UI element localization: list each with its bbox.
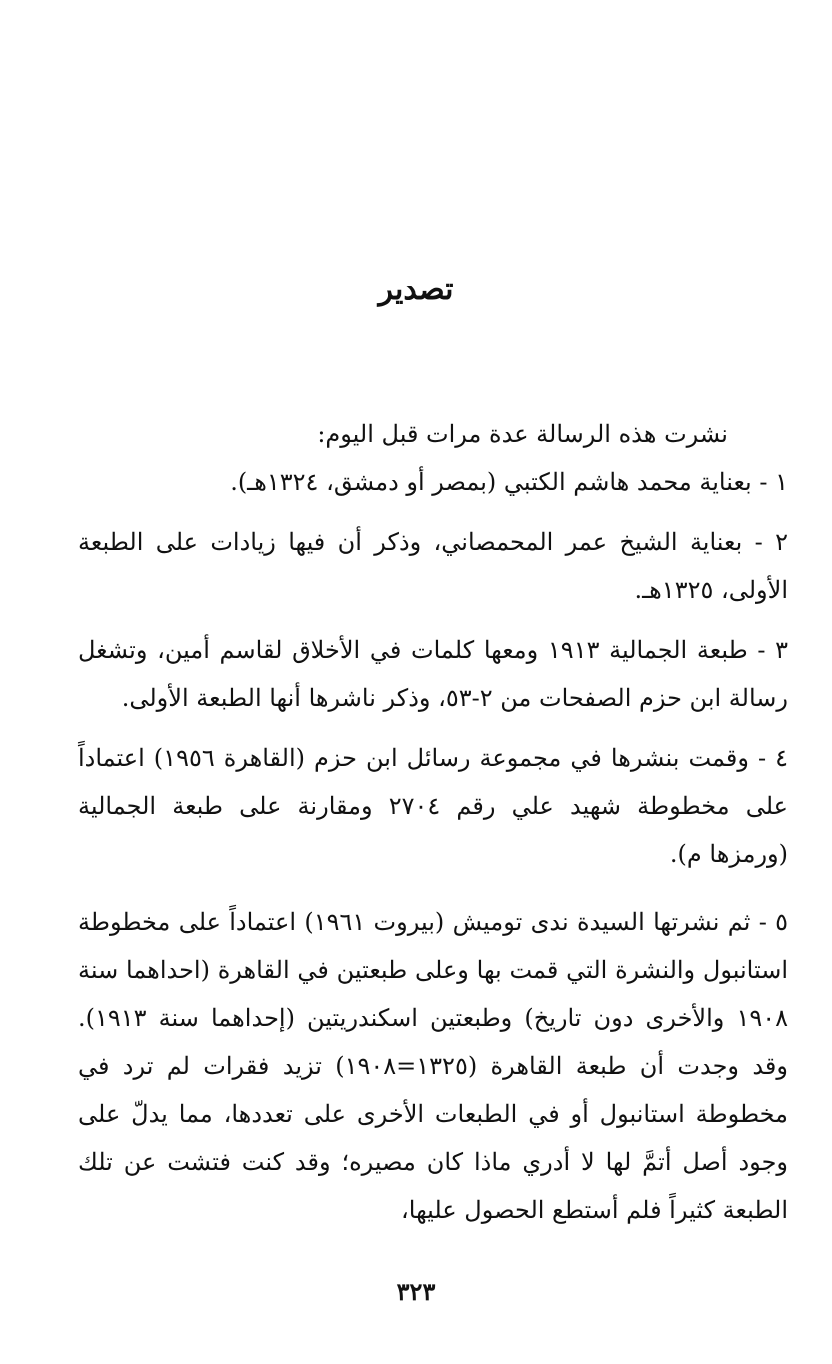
body-text	[78, 410, 788, 1234]
page-title: تصدير	[378, 272, 454, 307]
page-number: ٣٢٣	[396, 1277, 436, 1306]
list-item-5: ٥ - ثم نشرتها السيدة ندى توميش (بيروت ١٩٦١) اعتماداً على مخطوطة استانبول والنشرة التي قمت بها وعلى طبعتين في القاهرة (احداهما سنة ١٩٠٨ والأخرى دون تاريخ) وطبعتين اسكندريتين (إحداهما سنة ١٩١٣). وقد وجدت أن طبعة القاهرة (١٣٢٥=١٩٠٨) تزيد فقرات لم ترد في مخطوطة استانبول أو في الطبعات الأخرى على تعددها، مما يدلّ على وجود أصل أتمَّ لها لا أدري ماذا كان مصيره؛ وقد كنت فتشت عن تلك الطبعة كثيراً فلم أستطع الحصول عليها،	[78, 908, 789, 1224]
list-item-1: ١ - بعناية محمد هاشم الكتبي (بمصر أو دمشق، ١٣٢٤هـ).	[230, 468, 788, 496]
list-item-4: ٤ - وقمت بنشرها في مجموعة رسائل ابن حزم (القاهرة ١٩٥٦) اعتماداً على مخطوطة شهيد علي رقم ٢٧٠٤ ومقارنة على طبعة الجمالية (ورمزها م).	[78, 744, 789, 868]
list-item-3: ٣ - طبعة الجمالية ١٩١٣ ومعها كلمات في الأخلاق لقاسم أمين، وتشغل رسالة ابن حزم الصفحات من ٢-٥٣، وذكر ناشرها أنها الطبعة الأولى.	[78, 636, 789, 712]
list-item-2: ٢ - بعناية الشيخ عمر المحمصاني، وذكر أن فيها زيادات على الطبعة الأولى، ١٣٢٥هـ.	[78, 528, 788, 604]
intro-paragraph: نشرت هذه الرسالة عدة مرات قبل اليوم:	[317, 420, 728, 448]
